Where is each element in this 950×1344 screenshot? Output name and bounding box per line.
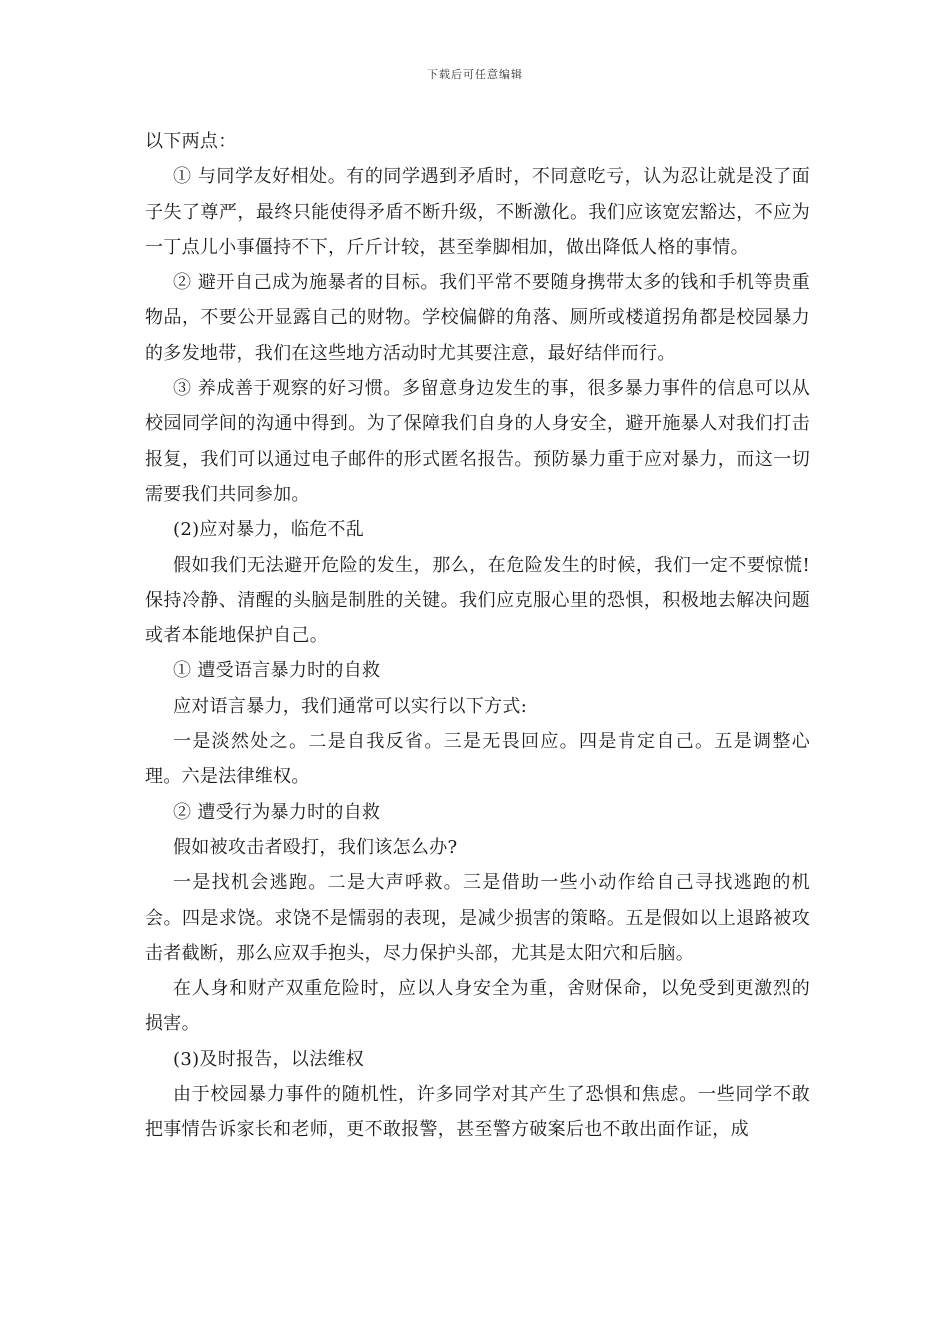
section-heading-3: (3)及时报告，以法维权 [173,1048,365,1070]
paragraph-1: 以下两点： [145,131,237,152]
paragraph-6: 应对语言暴力，我们通常可以实行以下方式: [173,695,528,717]
page-header: 下载后可任意编辑 [427,68,523,81]
document-body [145,124,810,1148]
section-heading-2: (2)应对暴力，临危不乱 [173,519,365,541]
paragraph-11: 由于校园暴力事件的随机性，许多同学对其产生了恐惧和焦虑。一些同学不敢把事情告诉家长和老师，更不敢报警，甚至警方破案后也不敢出面作证，成 [145,1084,810,1141]
paragraph-3: ② 避开自己成为施暴者的目标。我们平常不要随身携带太多的钱和手机等贵重物品，不要公开显露自己的财物。学校偏僻的角落、厕所或楼道拐角都是校园暴力的多发地带，我们在这些地方活动时尤其要注意，最好结伴而行。 [145,272,810,364]
paragraph-10: 在人身和财产双重危险时，应以人身安全为重，舍财保命，以免受到更激烈的损害。 [145,978,810,1035]
sub-heading-physical: ② 遭受行为暴力时的自救 [173,801,381,823]
paragraph-7: 一是淡然处之。二是自我反省。三是无畏回应。四是肯定自己。五是调整心理。六是法律维权。 [145,731,810,788]
paragraph-5: 假如我们无法避开危险的发生，那么，在危险发生的时候，我们一定不要惊慌!保持冷静、清醒的头脑是制胜的关键。我们应克服心里的恐惧，积极地去解决问题或者本能地保护自己。 [145,554,810,647]
sub-heading-verbal: ① 遭受语言暴力时的自救 [173,660,381,682]
paragraph-4: ③ 养成善于观察的好习惯。多留意身边发生的事，很多暴力事件的信息可以从校园同学间的沟通中得到。为了保障我们自身的人身安全，避开施暴人对我们打击报复，我们可以通过电子邮件的形式匿名报告。预防暴力重于应对暴力，而这一切需要我们共同参加。 [145,378,810,505]
paragraph-8: 假如被攻击者殴打，我们该怎么办? [173,836,458,858]
paragraph-2: ① 与同学友好相处。有的同学遇到矛盾时，不同意吃亏，认为忍让就是没了面子失了尊严，最终只能使得矛盾不断升级，不断激化。我们应该宽宏豁达，不应为一丁点儿小事僵持不下，斤斤计较，甚至拳脚相加，做出降低人格的事情。 [145,166,810,258]
paragraph-9: 一是找机会逃跑。二是大声呼救。三是借助一些小动作给自己寻找逃跑的机会。四是求饶。求饶不是懦弱的表现，是减少损害的策略。五是假如以上退路被攻击者截断，那么应双手抱头，尽力保护头部，尤其是太阳穴和后脑。 [145,872,810,964]
